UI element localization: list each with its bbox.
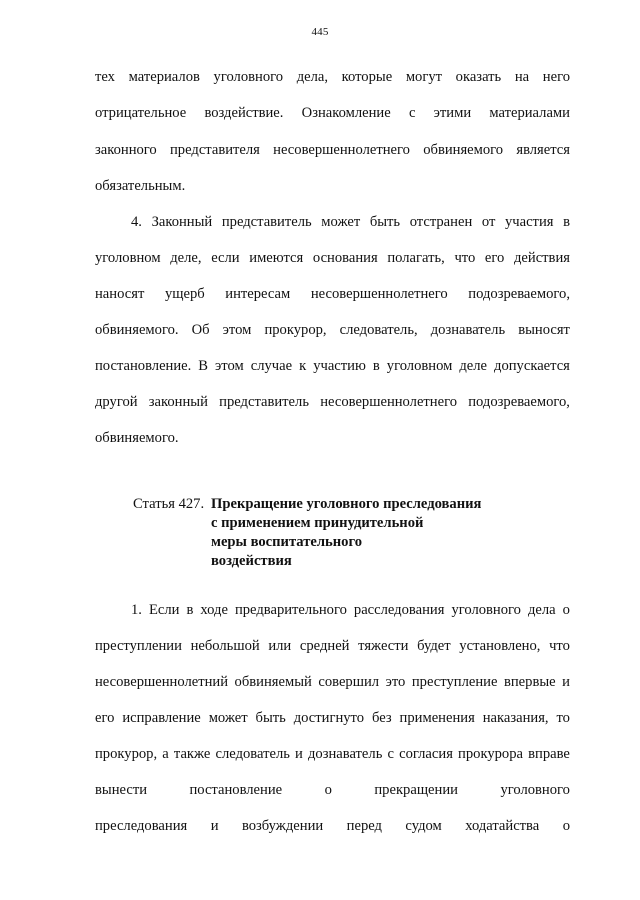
text-line: отрицательное воздействие. Ознакомление с этими материалами (95, 105, 570, 121)
text-line: законного представителя несовершеннолетнего обвиняемого является (95, 142, 570, 158)
text-line: его исправление может быть достигнуто без применения наказания, то (95, 710, 570, 726)
text-line: 4. Законный представитель может быть отстранен от участия в (131, 214, 570, 230)
page-number: 445 (311, 26, 329, 38)
article-title (211, 495, 481, 571)
text-line: преступлении небольшой или средней тяжести будет установлено, что (95, 638, 570, 654)
text-line: обвиняемого. Об этом прокурор, следователь, дознаватель выносят (95, 322, 570, 338)
article-title-line: меры воспитательного (211, 534, 363, 550)
text-line: тех материалов уголовного дела, которые могут оказать на него (95, 69, 570, 85)
text-line: обязательным. (95, 178, 186, 194)
article-title-line: Прекращение уголовного преследования (211, 496, 482, 512)
article-title-line: с применением принудительной (211, 515, 424, 531)
text-line: 1. Если в ходе предварительного расследования уголовного дела о (131, 602, 570, 618)
text-line: вынести постановление о прекращении уголовного (95, 782, 570, 798)
text-line: прокурор, а также следователь и дознаватель с согласия прокурора вправе (95, 746, 570, 762)
text-line: обвиняемого. (95, 430, 179, 446)
text-line: наносят ущерб интересам несовершеннолетнего подозреваемого, (95, 286, 570, 302)
text-line: преследования и возбуждении перед судом ходатайства о (95, 818, 570, 834)
text-line: несовершеннолетний обвиняемый совершил это преступление впервые и (95, 674, 570, 690)
text-line: постановление. В этом случае к участию в уголовном деле допускается (95, 358, 570, 374)
article-label: Статья 427. (133, 496, 205, 512)
text-line: уголовном деле, если имеются основания полагать, что его действия (95, 250, 570, 266)
article-title-line: воздействия (211, 553, 292, 569)
text-line: другой законный представитель несовершеннолетнего подозреваемого, (95, 394, 570, 410)
